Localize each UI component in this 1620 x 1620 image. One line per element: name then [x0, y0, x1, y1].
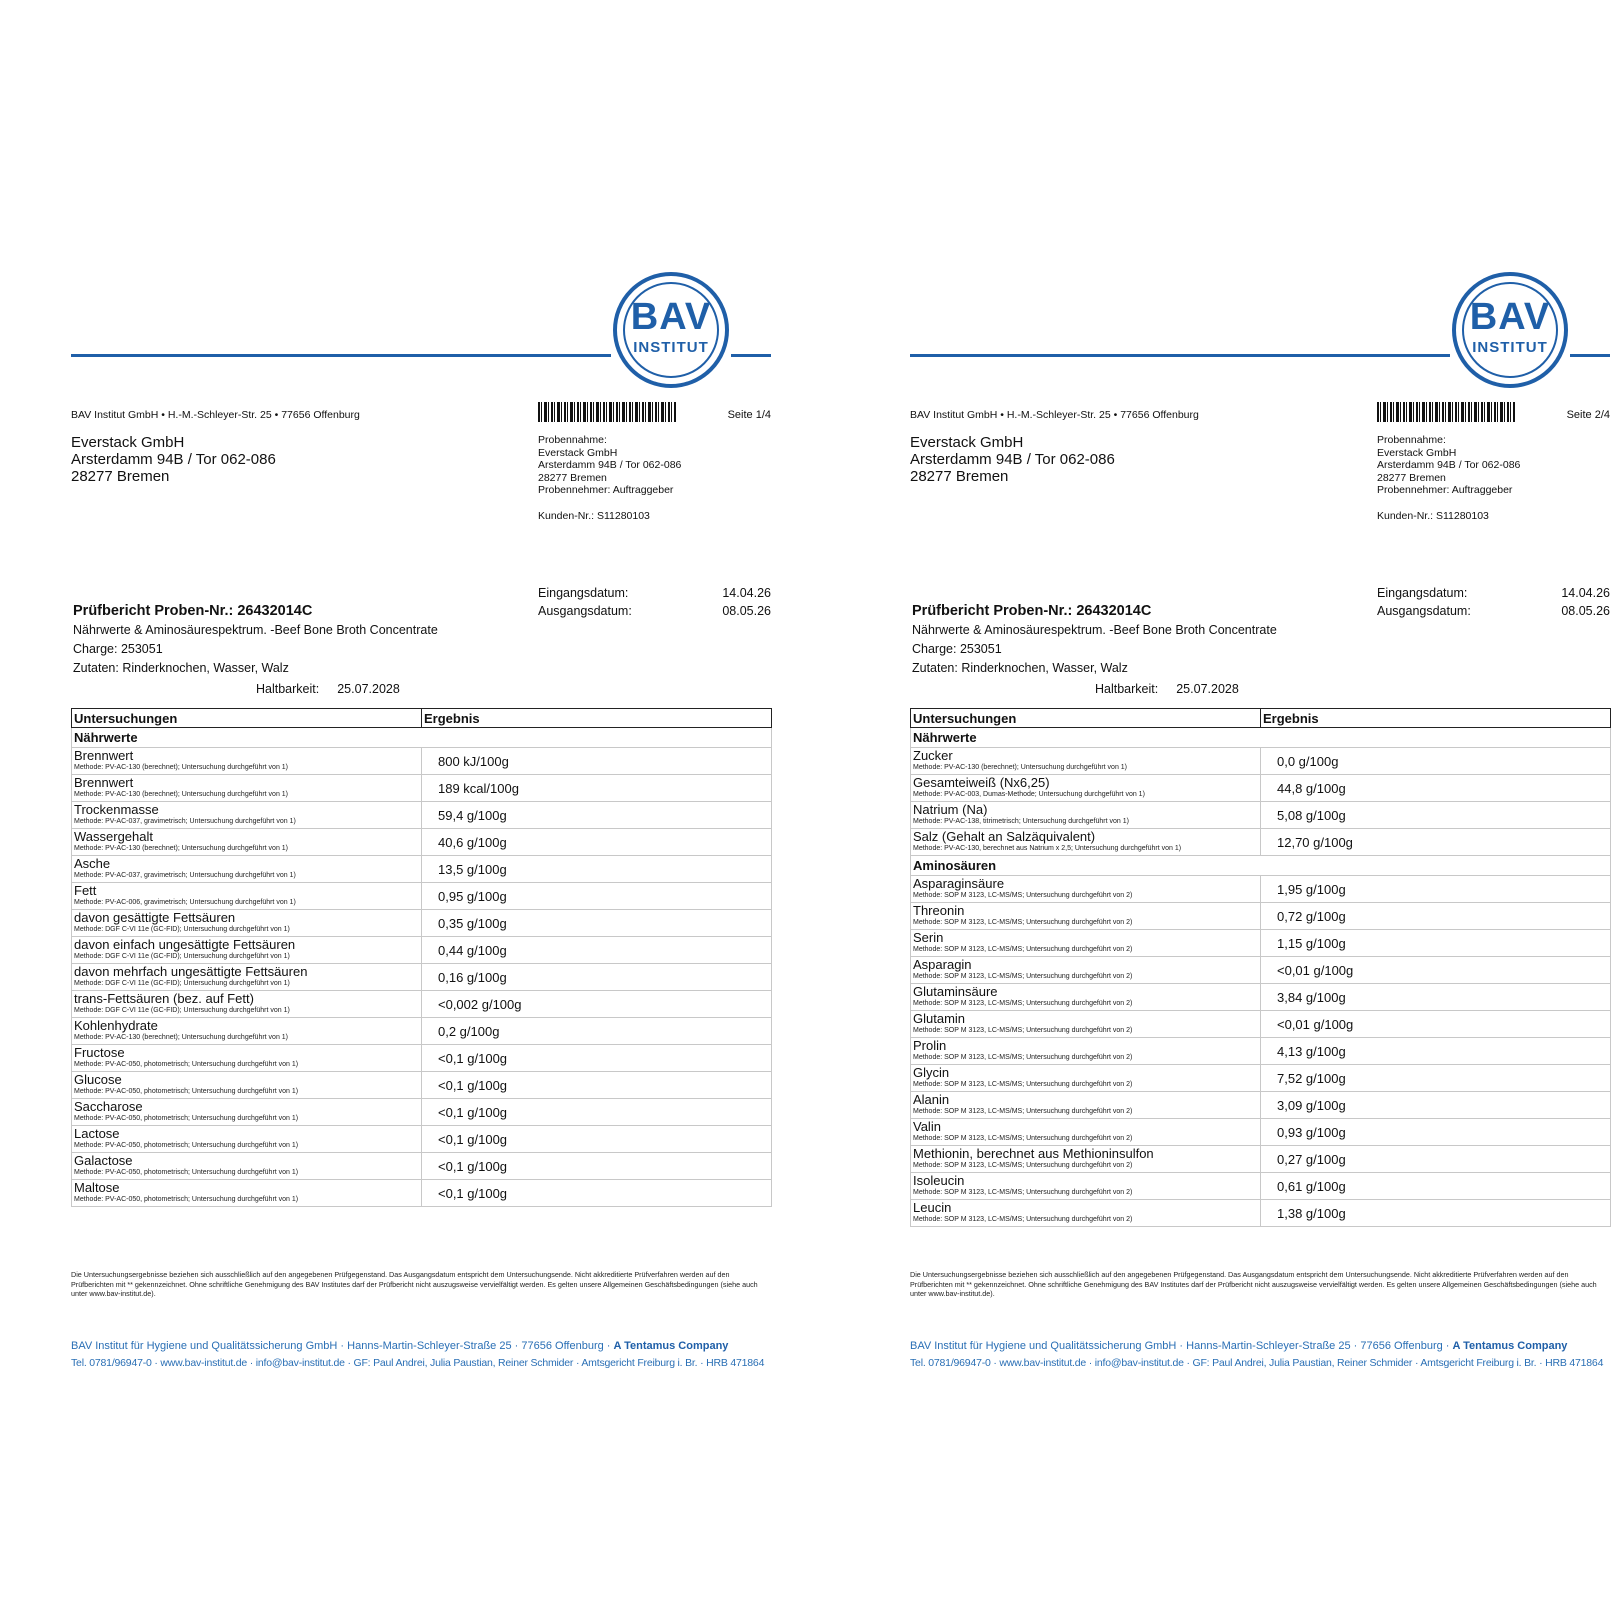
- test-method: Methode: SOP M 3123, LC-MS/MS; Untersuchung durchgeführt von 2): [913, 919, 1133, 926]
- date-in-label: Eingangsdatum:: [538, 586, 629, 600]
- table-row: [72, 1180, 772, 1207]
- test-method: Methode: SOP M 3123, LC-MS/MS; Untersuchung durchgeführt von 2): [913, 1108, 1133, 1115]
- test-name: Wassergehalt: [74, 829, 153, 844]
- result-value: 0,95 g/100g: [422, 883, 772, 910]
- result-value: 0,2 g/100g: [422, 1018, 772, 1045]
- test-method: Methode: PV-AC-130 (berechnet); Untersuchung durchgeführt von 1): [913, 764, 1128, 771]
- test-name: Threonin: [913, 903, 965, 918]
- sample-info: [912, 621, 1277, 678]
- result-value: 3,09 g/100g: [1261, 1092, 1611, 1119]
- report-title: Prüfbericht Proben-Nr.: 26432014C: [912, 603, 1152, 619]
- test-method: Methode: PV-AC-006, gravimetrisch; Untersuchung durchgeführt von 1): [74, 899, 296, 906]
- test-method: Methode: SOP M 3123, LC-MS/MS; Untersuchung durchgeführt von 2): [913, 892, 1133, 899]
- page-number: Seite 1/4: [727, 409, 771, 421]
- test-method: Methode: DGF C-VI 11e (GC-FID); Untersuchung durchgeführt von 1): [74, 953, 290, 960]
- test-method: Methode: SOP M 3123, LC-MS/MS; Untersuchung durchgeführt von 2): [913, 1054, 1133, 1061]
- test-method: Methode: SOP M 3123, LC-MS/MS; Untersuchung durchgeführt von 2): [913, 1000, 1133, 1007]
- table-row: [911, 1119, 1611, 1146]
- footer-address: [71, 1340, 771, 1352]
- test-name: Brennwert: [74, 748, 134, 763]
- dates-block: [538, 584, 771, 620]
- test-method: Methode: PV-AC-037, gravimetrisch; Untersuchung durchgeführt von 1): [74, 818, 296, 825]
- shelf-life-label: Haltbarkeit:: [1095, 682, 1159, 696]
- table-row: [72, 775, 772, 802]
- footer-address: [910, 1340, 1610, 1352]
- test-cell: [72, 991, 422, 1018]
- ingredients: Zutaten: Rinderknochen, Wasser, Walz: [912, 661, 1128, 675]
- test-cell: [911, 775, 1261, 802]
- footnote: Die Untersuchungsergebnisse beziehen sich ausschließlich auf den angegebenen Prüfgegenstand. Das Ausgangsdatum entspricht dem Untersuchungsende. Nicht akkreditierte Prüfverfahren werden auf den Prüfberichten mit ** gekennzeichnet. Ohne schriftliche Genehmigung des BAV Institutes darf der Prüfbericht nicht auszugsweise vervielfältigt werden. Es gelten unsere Allgemeinen Geschäftsbedingungen (siehe auch unter www.bav-institut.de).: [910, 1270, 1597, 1298]
- test-method: Methode: PV-AC-130 (berechnet); Untersuchung durchgeführt von 1): [74, 764, 289, 771]
- bav-logo: [1452, 272, 1568, 388]
- test-method: Methode: PV-AC-050, photometrisch; Untersuchung durchgeführt von 1): [74, 1196, 299, 1203]
- result-value: 0,44 g/100g: [422, 937, 772, 964]
- date-out-value: 08.05.26: [722, 604, 771, 618]
- result-value: 3,84 g/100g: [1261, 984, 1611, 1011]
- test-method: Methode: SOP M 3123, LC-MS/MS; Untersuchung durchgeführt von 2): [913, 1216, 1133, 1223]
- result-value: 59,4 g/100g: [422, 802, 772, 829]
- test-cell: [72, 1099, 422, 1126]
- result-value: 13,5 g/100g: [422, 856, 772, 883]
- result-value: <0,01 g/100g: [1261, 1011, 1611, 1038]
- recipient-city: 28277 Bremen: [71, 468, 170, 485]
- logo-text-institut: INSTITUT: [633, 339, 709, 356]
- test-name: Isoleucin: [913, 1173, 965, 1188]
- sender-line: BAV Institut GmbH • H.-M.-Schleyer-Str. 25 • 77656 Offenburg: [71, 409, 360, 421]
- test-method: Methode: PV-AC-130 (berechnet); Untersuchung durchgeführt von 1): [74, 845, 289, 852]
- test-name: davon einfach ungesättigte Fettsäuren: [74, 937, 296, 952]
- table-row: [72, 1045, 772, 1072]
- test-cell: [72, 1153, 422, 1180]
- test-cell: [911, 748, 1261, 775]
- footer-company: A Tentamus Company: [613, 1340, 729, 1352]
- sampling-street: Arsterdamm 94B / Tor 062-086: [538, 459, 682, 471]
- recipient-address: [910, 434, 1115, 485]
- test-name: Maltose: [74, 1180, 120, 1195]
- test-cell: [72, 1045, 422, 1072]
- sampling-label: Probennahme:: [1377, 434, 1446, 446]
- page-number: Seite 2/4: [1566, 409, 1610, 421]
- footer-line-1: BAV Institut für Hygiene und Qualitätssicherung GmbH · Hanns-Martin-Schleyer-Straße 25 · 77656 Offenburg ·: [910, 1340, 1450, 1352]
- charge: Charge: 253051: [73, 642, 163, 656]
- result-value: 0,0 g/100g: [1261, 748, 1611, 775]
- test-name: Glycin: [913, 1065, 950, 1080]
- table-row: [72, 964, 772, 991]
- table-row: [911, 748, 1611, 775]
- result-value: 800 kJ/100g: [422, 748, 772, 775]
- result-value: 4,13 g/100g: [1261, 1038, 1611, 1065]
- bav-logo: [613, 272, 729, 388]
- product-line: Nährwerte & Aminosäurespektrum. -Beef Bone Broth Concentrate: [912, 623, 1277, 637]
- result-value: <0,1 g/100g: [422, 1045, 772, 1072]
- test-name: Leucin: [913, 1200, 952, 1215]
- recipient-name: Everstack GmbH: [910, 434, 1024, 451]
- test-name: davon gesättigte Fettsäuren: [74, 910, 236, 925]
- table-row: [911, 1092, 1611, 1119]
- test-cell: [911, 930, 1261, 957]
- result-value: <0,1 g/100g: [422, 1153, 772, 1180]
- sampler: Probennehmer: Auftraggeber: [1377, 484, 1513, 496]
- date-in-value: 14.04.26: [1561, 586, 1610, 600]
- test-name: Methionin, berechnet aus Methioninsulfon: [913, 1146, 1154, 1161]
- shelf-life-value: 25.07.2028: [337, 682, 400, 696]
- table-row: [911, 957, 1611, 984]
- test-name: Galactose: [74, 1153, 133, 1168]
- test-method: Methode: DGF C-VI 11e (GC-FID); Untersuchung durchgeführt von 1): [74, 1007, 290, 1014]
- test-name: Asparaginsäure: [913, 876, 1005, 891]
- table-row: [911, 1146, 1611, 1173]
- shelf-life-label: Haltbarkeit:: [256, 682, 320, 696]
- column-header-result: Ergebnis: [1261, 709, 1611, 728]
- test-method: Methode: PV-AC-037, gravimetrisch; Untersuchung durchgeführt von 1): [74, 872, 296, 879]
- table-row: [911, 829, 1611, 856]
- test-cell: [72, 937, 422, 964]
- result-value: <0,01 g/100g: [1261, 957, 1611, 984]
- header-rule-right: [731, 354, 771, 357]
- recipient-street: Arsterdamm 94B / Tor 062-086: [910, 451, 1115, 468]
- test-name: Fructose: [74, 1045, 125, 1060]
- result-value: 1,38 g/100g: [1261, 1200, 1611, 1227]
- section-title: Aminosäuren: [911, 856, 1611, 876]
- test-method: Methode: PV-AC-138, titrimetrisch; Untersuchung durchgeführt von 1): [913, 818, 1129, 825]
- test-cell: [72, 964, 422, 991]
- result-value: <0,1 g/100g: [422, 1072, 772, 1099]
- table-row: [911, 876, 1611, 903]
- table-row: [72, 991, 772, 1018]
- test-name: Gesamteiweiß (Nx6,25): [913, 775, 1050, 790]
- table-row: [911, 903, 1611, 930]
- barcode: [538, 402, 676, 422]
- test-method: Methode: SOP M 3123, LC-MS/MS; Untersuchung durchgeführt von 2): [913, 973, 1133, 980]
- column-header-test: Untersuchungen: [911, 709, 1261, 728]
- test-cell: [911, 957, 1261, 984]
- test-cell: [911, 984, 1261, 1011]
- test-name: Alanin: [913, 1092, 950, 1107]
- result-value: 7,52 g/100g: [1261, 1065, 1611, 1092]
- footer-line-1: BAV Institut für Hygiene und Qualitätssicherung GmbH · Hanns-Martin-Schleyer-Straße 25 · 77656 Offenburg ·: [71, 1340, 611, 1352]
- test-cell: [911, 829, 1261, 856]
- section-row: [911, 856, 1611, 876]
- test-method: Methode: PV-AC-050, photometrisch; Untersuchung durchgeführt von 1): [74, 1088, 299, 1095]
- shelf-life: [1095, 682, 1239, 696]
- test-cell: [72, 748, 422, 775]
- test-method: Methode: PV-AC-050, photometrisch; Untersuchung durchgeführt von 1): [74, 1169, 299, 1176]
- result-value: <0,002 g/100g: [422, 991, 772, 1018]
- test-method: Methode: PV-AC-050, photometrisch; Untersuchung durchgeführt von 1): [74, 1061, 299, 1068]
- test-name: Asche: [74, 856, 111, 871]
- test-cell: [911, 903, 1261, 930]
- sampling-info: [538, 434, 681, 497]
- test-method: Methode: PV-AC-130, berechnet aus Natrium x 2,5; Untersuchung durchgeführt von 1): [913, 845, 1182, 852]
- product-line: Nährwerte & Aminosäurespektrum. -Beef Bone Broth Concentrate: [73, 623, 438, 637]
- test-method: Methode: DGF C-VI 11e (GC-FID); Untersuchung durchgeführt von 1): [74, 926, 290, 933]
- table-row: [911, 1065, 1611, 1092]
- test-cell: [72, 775, 422, 802]
- logo-text-bav: BAV: [630, 296, 712, 338]
- recipient-name: Everstack GmbH: [71, 434, 185, 451]
- column-header-test: Untersuchungen: [72, 709, 422, 728]
- result-value: 44,8 g/100g: [1261, 775, 1611, 802]
- test-cell: [72, 1018, 422, 1045]
- barcode: [1377, 402, 1515, 422]
- section-title: Nährwerte: [911, 728, 1611, 748]
- footer-contact: Tel. 0781/96947-0 · www.bav-institut.de · info@bav-institut.de · GF: Paul Andrei, Julia Paustian, Reiner Schmider · Amtsgericht Freiburg i. Br. · HRB 471864: [71, 1357, 765, 1369]
- table-row: [911, 1200, 1611, 1227]
- result-value: <0,1 g/100g: [422, 1099, 772, 1126]
- test-method: Methode: SOP M 3123, LC-MS/MS; Untersuchung durchgeführt von 2): [913, 1162, 1133, 1169]
- result-value: 0,35 g/100g: [422, 910, 772, 937]
- sampling-city: 28277 Bremen: [538, 471, 607, 484]
- test-name: Serin: [913, 930, 944, 945]
- test-cell: [911, 1011, 1261, 1038]
- test-name: Natrium (Na): [913, 802, 988, 817]
- test-cell: [72, 1126, 422, 1153]
- test-cell: [911, 1092, 1261, 1119]
- table-row: [911, 1011, 1611, 1038]
- test-method: Methode: SOP M 3123, LC-MS/MS; Untersuchung durchgeführt von 2): [913, 946, 1133, 953]
- test-cell: [911, 1119, 1261, 1146]
- date-out-label: Ausgangsdatum:: [538, 604, 632, 618]
- result-value: 5,08 g/100g: [1261, 802, 1611, 829]
- results-table: [910, 708, 1611, 1227]
- test-cell: [911, 876, 1261, 903]
- test-name: Saccharose: [74, 1099, 143, 1114]
- test-name: Glutamin: [913, 1011, 966, 1026]
- recipient-city: 28277 Bremen: [910, 468, 1009, 485]
- test-cell: [72, 802, 422, 829]
- column-header-result: Ergebnis: [422, 709, 772, 728]
- test-cell: [72, 829, 422, 856]
- sampling-label: Probennahme:: [538, 434, 607, 446]
- recipient-street: Arsterdamm 94B / Tor 062-086: [71, 451, 276, 468]
- result-value: 40,6 g/100g: [422, 829, 772, 856]
- footer-company: A Tentamus Company: [1452, 1340, 1568, 1352]
- logo-text-institut: INSTITUT: [1472, 339, 1548, 356]
- test-cell: [911, 1146, 1261, 1173]
- result-value: 0,61 g/100g: [1261, 1173, 1611, 1200]
- test-name: Brennwert: [74, 775, 134, 790]
- sampling-city: 28277 Bremen: [1377, 471, 1446, 484]
- result-value: 1,15 g/100g: [1261, 930, 1611, 957]
- header-rule-left: [910, 354, 1450, 357]
- test-cell: [911, 1173, 1261, 1200]
- footer-contact: Tel. 0781/96947-0 · www.bav-institut.de · info@bav-institut.de · GF: Paul Andrei, Julia Paustian, Reiner Schmider · Amtsgericht Freiburg i. Br. · HRB 471864: [910, 1357, 1604, 1369]
- customer-number: Kunden-Nr.: S11280103: [1377, 510, 1489, 522]
- table-row: [911, 930, 1611, 957]
- table-row: [72, 1099, 772, 1126]
- report-title: Prüfbericht Proben-Nr.: 26432014C: [73, 603, 313, 619]
- table-row: [911, 1038, 1611, 1065]
- result-value: 0,16 g/100g: [422, 964, 772, 991]
- test-method: Methode: PV-AC-003, Dumas-Methode; Untersuchung durchgeführt von 1): [913, 791, 1145, 798]
- result-value: 0,72 g/100g: [1261, 903, 1611, 930]
- result-value: <0,1 g/100g: [422, 1180, 772, 1207]
- sampling-info: [1377, 434, 1520, 497]
- test-method: Methode: DGF C-VI 11e (GC-FID); Untersuchung durchgeführt von 1): [74, 980, 290, 987]
- test-cell: [72, 883, 422, 910]
- sampling-street: Arsterdamm 94B / Tor 062-086: [1377, 459, 1521, 471]
- test-method: Methode: SOP M 3123, LC-MS/MS; Untersuchung durchgeführt von 2): [913, 1081, 1133, 1088]
- test-cell: [911, 802, 1261, 829]
- test-name: Salz (Gehalt an Salzäquivalent): [913, 829, 1096, 844]
- test-method: Methode: SOP M 3123, LC-MS/MS; Untersuchung durchgeführt von 2): [913, 1189, 1133, 1196]
- logo-text-bav: BAV: [1469, 296, 1551, 338]
- test-cell: [911, 1065, 1261, 1092]
- test-cell: [72, 910, 422, 937]
- table-row: [72, 1153, 772, 1180]
- result-value: 1,95 g/100g: [1261, 876, 1611, 903]
- test-name: Zucker: [913, 748, 953, 763]
- header-rule-right: [1570, 354, 1610, 357]
- recipient-address: [71, 434, 276, 485]
- sample-info: [73, 621, 438, 678]
- date-out-label: Ausgangsdatum:: [1377, 604, 1471, 618]
- table-row: [72, 910, 772, 937]
- section-row: [72, 728, 772, 748]
- table-row: [72, 748, 772, 775]
- test-name: Fett: [74, 883, 97, 898]
- sampling-name: Everstack GmbH: [538, 446, 618, 459]
- date-out-value: 08.05.26: [1561, 604, 1610, 618]
- table-row: [72, 1072, 772, 1099]
- sampling-name: Everstack GmbH: [1377, 446, 1457, 459]
- test-name: Asparagin: [913, 957, 972, 972]
- report-page-2: [910, 0, 1610, 1620]
- table-row: [72, 1126, 772, 1153]
- result-value: 0,93 g/100g: [1261, 1119, 1611, 1146]
- test-method: Methode: SOP M 3123, LC-MS/MS; Untersuchung durchgeführt von 2): [913, 1027, 1133, 1034]
- table-row: [72, 937, 772, 964]
- sender-line: BAV Institut GmbH • H.-M.-Schleyer-Str. 25 • 77656 Offenburg: [910, 409, 1199, 421]
- ingredients: Zutaten: Rinderknochen, Wasser, Walz: [73, 661, 289, 675]
- date-in-label: Eingangsdatum:: [1377, 586, 1468, 600]
- shelf-life-value: 25.07.2028: [1176, 682, 1239, 696]
- result-value: <0,1 g/100g: [422, 1126, 772, 1153]
- test-name: Valin: [913, 1119, 941, 1134]
- test-cell: [911, 1038, 1261, 1065]
- customer-number: Kunden-Nr.: S11280103: [538, 510, 650, 522]
- charge: Charge: 253051: [912, 642, 1002, 656]
- section-row: [911, 728, 1611, 748]
- test-cell: [911, 1200, 1261, 1227]
- table-row: [911, 984, 1611, 1011]
- table-row: [72, 883, 772, 910]
- test-cell: [72, 856, 422, 883]
- footnote: Die Untersuchungsergebnisse beziehen sich ausschließlich auf den angegebenen Prüfgegenstand. Das Ausgangsdatum entspricht dem Untersuchungsende. Nicht akkreditierte Prüfverfahren werden auf den Prüfberichten mit ** gekennzeichnet. Ohne schriftliche Genehmigung des BAV Institutes darf der Prüfbericht nicht auszugsweise vervielfältigt werden. Es gelten unsere Allgemeinen Geschäftsbedingungen (siehe auch unter www.bav-institut.de).: [71, 1270, 758, 1298]
- date-in-value: 14.04.26: [722, 586, 771, 600]
- test-name: Kohlenhydrate: [74, 1018, 158, 1033]
- header-rule-left: [71, 354, 611, 357]
- table-row: [911, 802, 1611, 829]
- result-value: 189 kcal/100g: [422, 775, 772, 802]
- table-row: [72, 829, 772, 856]
- test-name: Trockenmasse: [74, 802, 159, 817]
- table-row: [911, 775, 1611, 802]
- result-value: 12,70 g/100g: [1261, 829, 1611, 856]
- test-name: davon mehrfach ungesättigte Fettsäuren: [74, 964, 308, 979]
- test-name: trans-Fettsäuren (bez. auf Fett): [74, 991, 254, 1006]
- test-method: Methode: PV-AC-130 (berechnet); Untersuchung durchgeführt von 1): [74, 1034, 289, 1041]
- test-method: Methode: PV-AC-050, photometrisch; Untersuchung durchgeführt von 1): [74, 1142, 299, 1149]
- test-method: Methode: PV-AC-050, photometrisch; Untersuchung durchgeführt von 1): [74, 1115, 299, 1122]
- shelf-life: [256, 682, 400, 696]
- test-name: Lactose: [74, 1126, 120, 1141]
- test-cell: [72, 1180, 422, 1207]
- test-name: Glucose: [74, 1072, 122, 1087]
- test-cell: [72, 1072, 422, 1099]
- dates-block: [1377, 584, 1610, 620]
- results-table: [71, 708, 772, 1207]
- test-name: Prolin: [913, 1038, 947, 1053]
- report-page-1: [71, 0, 771, 1620]
- table-row: [72, 802, 772, 829]
- sampler: Probennehmer: Auftraggeber: [538, 484, 674, 496]
- section-title: Nährwerte: [72, 728, 772, 748]
- test-method: Methode: PV-AC-130 (berechnet); Untersuchung durchgeführt von 1): [74, 791, 289, 798]
- test-method: Methode: SOP M 3123, LC-MS/MS; Untersuchung durchgeführt von 2): [913, 1135, 1133, 1142]
- table-row: [72, 1018, 772, 1045]
- table-row: [911, 1173, 1611, 1200]
- table-row: [72, 856, 772, 883]
- result-value: 0,27 g/100g: [1261, 1146, 1611, 1173]
- test-name: Glutaminsäure: [913, 984, 998, 999]
